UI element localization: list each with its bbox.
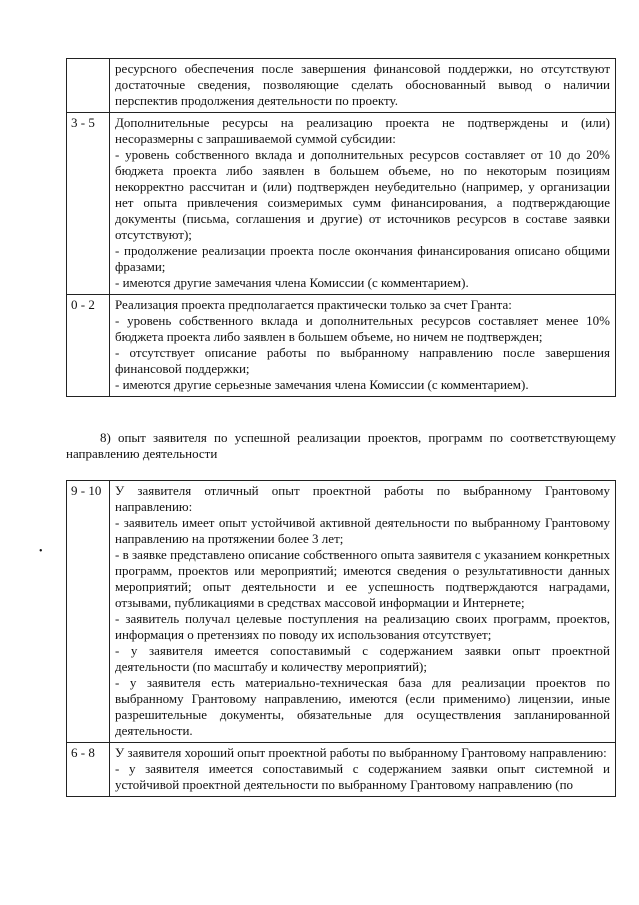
section-heading-applicant-experience: 8) опыт заявителя по успешной реализации проектов, программ по соответствующему направлению деятельности xyxy=(66,430,616,461)
description-line: - отсутствует описание работы по выбранному направлению после завершения финансовой поддержки; xyxy=(115,345,610,376)
criteria-table-resources xyxy=(66,58,616,397)
description-cell xyxy=(110,113,616,295)
description-line: - имеются другие серьезные замечания члена Комиссии (с комментарием). xyxy=(115,377,529,392)
description-cell xyxy=(110,295,616,397)
score-cell: 6 - 8 xyxy=(67,743,110,797)
criteria-table-body xyxy=(67,59,616,397)
table-row xyxy=(67,295,616,397)
description-line: У заявителя отличный опыт проектной работы по выбранному Грантовому направлению: xyxy=(115,483,610,514)
description-line: - продолжение реализации проекта после окончания финансирования описано общими фразами; xyxy=(115,243,610,274)
description-line: - уровень собственного вклада и дополнительных ресурсов составляет от 10 до 20% бюджета проекта либо заявлен в большем объеме, но по некоторым позициям некорректно рассчитан и (или) подтвержден неубедительно (например, у организации нет опыта привлечения соизмеримых сумм финансирования, а подтверждающие документы (письма, соглашения и другие) от источников ресурсов в составе заявки отсутствуют); xyxy=(115,147,610,242)
table-row xyxy=(67,113,616,295)
description-line: ресурсного обеспечения после завершения финансовой поддержки, но отсутствуют достаточные сведения, позволяющие сделать обоснованный вывод о наличии перспектив продолжения деятельности по проекту. xyxy=(115,61,610,108)
description-line: - уровень собственного вклада и дополнительных ресурсов составляет менее 10% бюджета проекта либо заявлен в большем объеме, но ничем не подтвержден; xyxy=(115,313,610,344)
description-line: - у заявителя имеется сопоставимый с содержанием заявки опыт системной и устойчивой проектной деятельности по выбранному Грантовому направлению (по xyxy=(115,761,610,792)
score-cell: 0 - 2 xyxy=(67,295,110,397)
description-cell xyxy=(110,743,616,797)
description-line: - у заявителя есть материально-техническая база для реализации проектов по выбранному Грантовому направлению, имеются (если применимо) лицензии, иные разрешительные документы, обязательные для осуществления запланированной деятельности. xyxy=(115,675,610,738)
stray-dot-mark: • xyxy=(39,546,43,557)
description-line: - заявитель имеет опыт устойчивой активной деятельности по выбранному Грантовому направлению на протяжении более 3 лет; xyxy=(115,515,610,546)
score-cell: 9 - 10 xyxy=(67,481,110,743)
score-cell xyxy=(67,59,110,113)
score-cell: 3 - 5 xyxy=(67,113,110,295)
criteria-table-experience xyxy=(66,480,616,797)
table-row xyxy=(67,59,616,113)
table-row xyxy=(67,743,616,797)
description-line: Дополнительные ресурсы на реализацию проекта не подтверждены и (или) несоразмерны с запрашиваемой суммой субсидии: xyxy=(115,115,610,146)
description-cell xyxy=(110,59,616,113)
table-row xyxy=(67,481,616,743)
description-line: - заявитель получал целевые поступления на реализацию своих программ, проектов, информация о претензиях по поводу их использования отсутствует; xyxy=(115,611,610,642)
description-line: - в заявке представлено описание собственного опыта заявителя с указанием конкретных программ, проектов или мероприятий; имеются сведения о результативности данных мероприятий; опыт деятельности и ее успешность подтверждаются наградами, отзывами, публикациями в средствах массовой информации и Интернете; xyxy=(115,547,610,610)
description-cell xyxy=(110,481,616,743)
criteria-table-body xyxy=(67,481,616,797)
description-line: У заявителя хороший опыт проектной работы по выбранному Грантовому направлению: xyxy=(115,745,607,760)
description-line: Реализация проекта предполагается практически только за счет Гранта: xyxy=(115,297,512,312)
description-line: - у заявителя имеется сопоставимый с содержанием заявки опыт проектной деятельности (по масштабу и количеству мероприятий); xyxy=(115,643,610,674)
description-line: - имеются другие замечания члена Комиссии (с комментарием). xyxy=(115,275,469,290)
